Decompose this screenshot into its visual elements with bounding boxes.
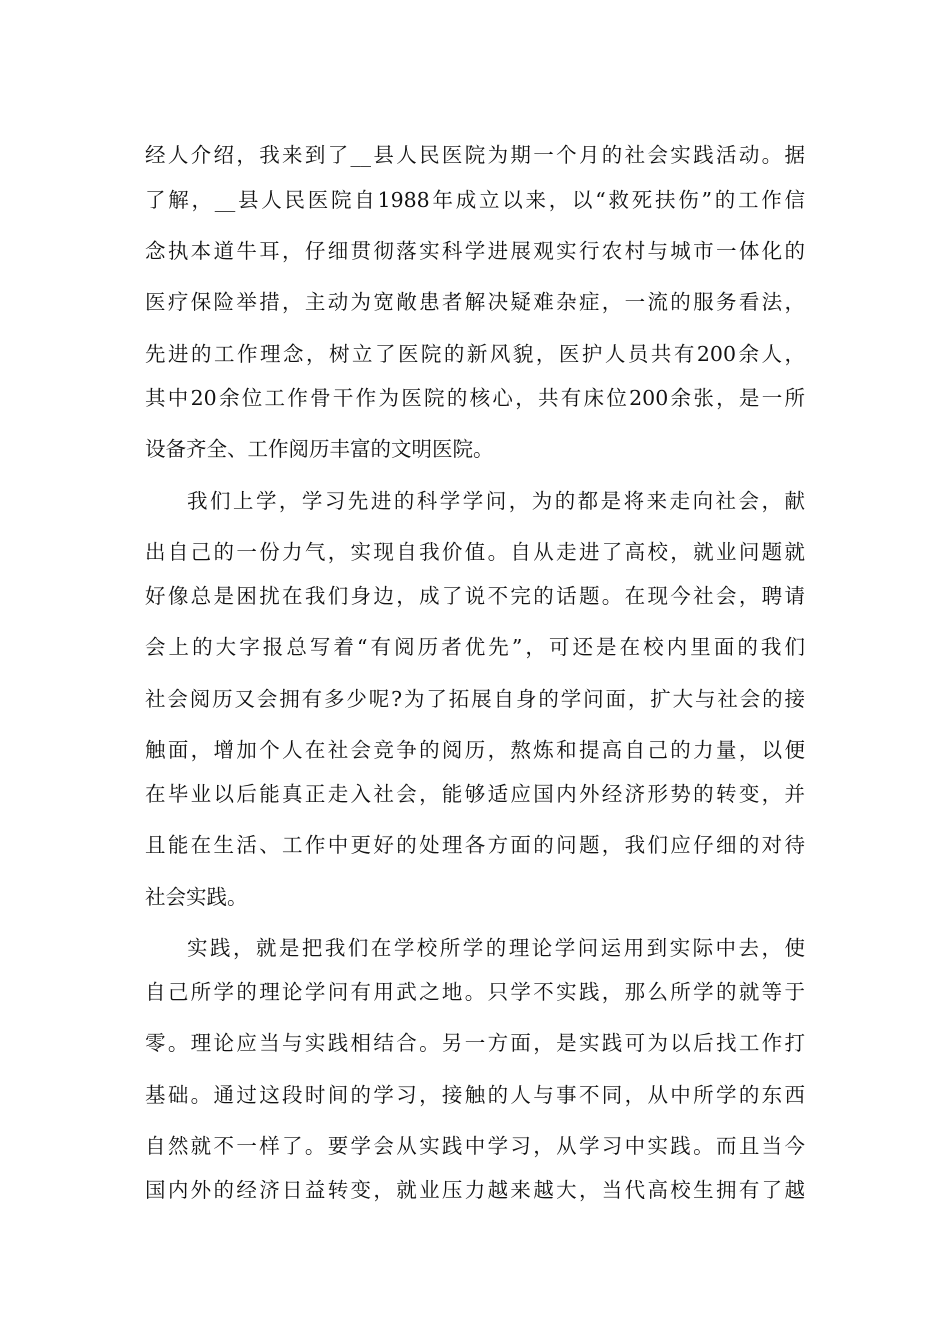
paragraph-1-line-7: 设备齐全、工作阅历丰富的文明医院。: [145, 437, 494, 461]
paragraph-2-line-8: 且能在生活、工作中更好的处理各方面的问题，我们应仔细的对待: [145, 833, 805, 857]
paragraph-1-line-4: 医疗保险举措，主动为宽敞患者解决疑难杂症，一流的服务看法，: [145, 290, 805, 314]
paragraph-3-line-3: 零。理论应当与实践相结合。另一方面，是实践可为以后找工作打: [145, 1031, 805, 1055]
paragraph-2-line-5: 社会阅历又会拥有多少呢?为了拓展自身的学问面，扩大与社会的接: [145, 687, 805, 711]
paragraph-1-line-5: 先进的工作理念，树立了医院的新风貌，医护人员共有200余人，: [145, 342, 805, 366]
paragraph-1-line-3: 念执本道牛耳，仔细贯彻落实科学进展观实行农村与城市一体化的: [145, 239, 805, 263]
paragraph-2-line-7: 在毕业以后能真正走入社会，能够适应国内外经济形势的转变，并: [145, 782, 805, 806]
paragraph-1-line-2: 了解，__县人民医院自1988年成立以来，以“救死扶伤”的工作信: [145, 188, 805, 212]
paragraph-2-line-3: 好像总是困扰在我们身边，成了说不完的话题。在现今社会，聘请: [145, 584, 805, 608]
paragraph-3-line-4: 基础。通过这段时间的学习，接触的人与事不同，从中所学的东西: [145, 1083, 805, 1107]
paragraph-2-line-6: 触面，增加个人在社会竞争的阅历，熬炼和提高自己的力量，以便: [145, 738, 805, 762]
paragraph-3-line-5: 自然就不一样了。要学会从实践中学习，从学习中实践。而且当今: [145, 1134, 805, 1158]
paragraph-2-line-9: 社会实践。: [145, 885, 248, 909]
paragraph-2-line-4: 会上的大字报总写着“有阅历者优先”，可还是在校内里面的我们: [145, 635, 805, 659]
paragraph-3-line-1: 实践，就是把我们在学校所学的理论学问运用到实际中去，使: [187, 936, 805, 960]
paragraph-3-line-2: 自己所学的理论学问有用武之地。只学不实践，那么所学的就等于: [145, 980, 805, 1004]
paragraph-3-line-6: 国内外的经济日益转变，就业压力越来越大，当代高校生拥有了越: [145, 1178, 805, 1202]
paragraph-1-line-6: 其中20余位工作骨干作为医院的核心，共有床位200余张，是一所: [145, 386, 805, 410]
paragraph-2-line-2: 出自己的一份力气，实现自我价值。自从走进了高校，就业问题就: [145, 540, 805, 564]
paragraph-1-line-1: 经人介绍，我来到了__县人民医院为期一个月的社会实践活动。据: [145, 143, 805, 167]
paragraph-2-line-1: 我们上学，学习先进的科学学问，为的都是将来走向社会，献: [187, 489, 805, 513]
